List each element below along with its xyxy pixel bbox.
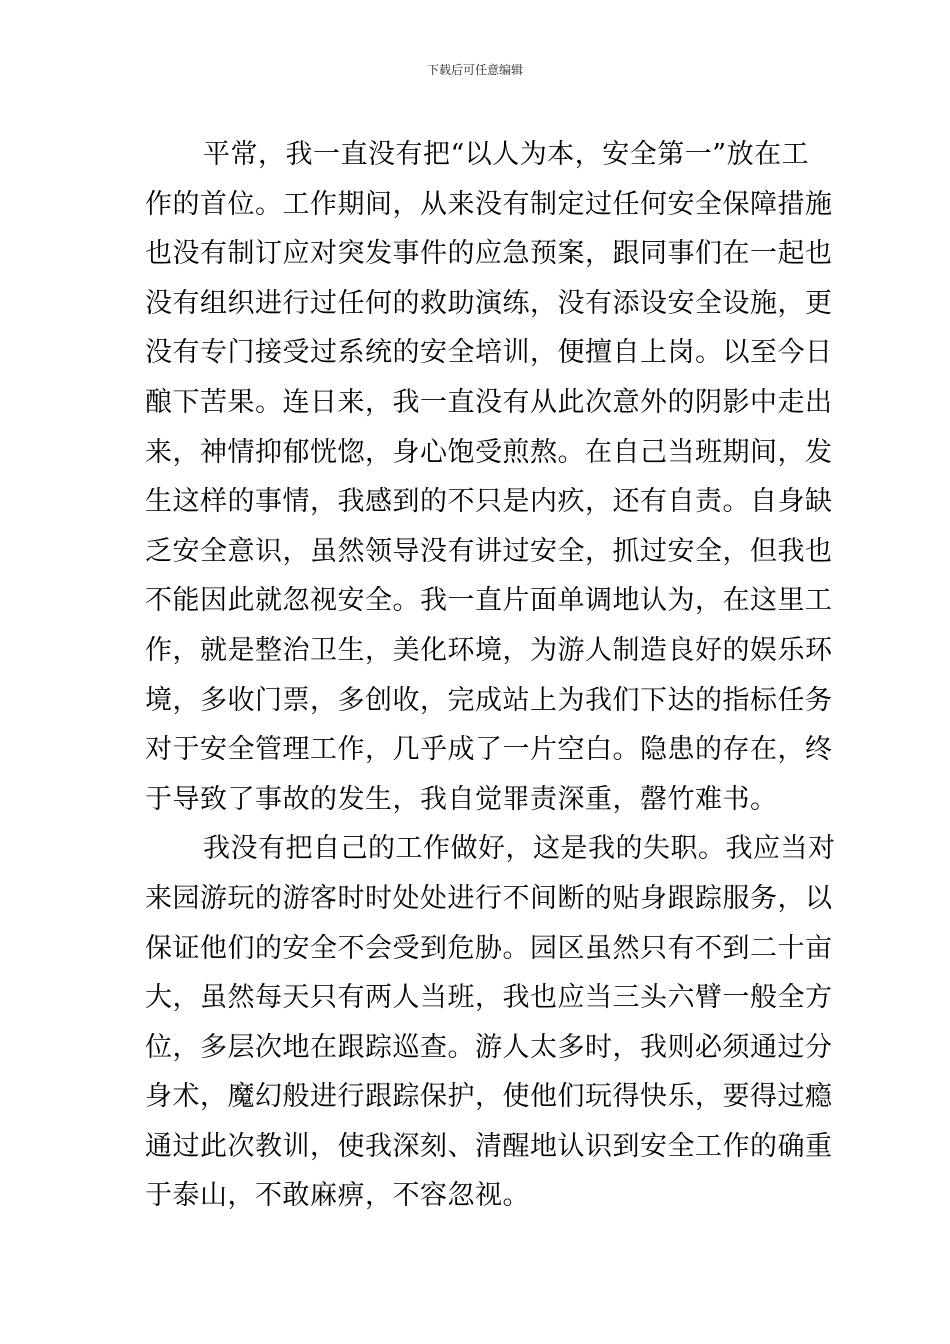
text-line: 于泰山，不敢麻痹，不容忽视。	[145, 1180, 530, 1212]
text-line: 不能因此就忽视安全。我一直片面单调地认为，在这里工	[145, 585, 833, 617]
text-line: 作的首位。工作期间，从来没有制定过任何安全保障措施	[145, 188, 833, 220]
text-line: 没有专门接受过系统的安全培训，便擅自上岗。以至今日	[145, 337, 833, 369]
text-line: 平常，我一直没有把“以人为本，安全第一”放在工	[203, 139, 810, 170]
text-line: 生这样的事情，我感到的不只是内疚，还有自责。自身缺	[145, 486, 833, 518]
text-line: 大，虽然每天只有两人当班，我也应当三头六臂一般全方	[145, 982, 833, 1014]
text-line: 于导致了事故的发生，我自觉罪责深重，罄竹难书。	[145, 783, 778, 815]
text-line: 身术，魔幻般进行跟踪保护，使他们玩得快乐，要得过瘾	[145, 1081, 833, 1113]
text-line: 作，就是整治卫生，美化环境，为游人制造良好的娱乐环	[145, 634, 833, 666]
text-line: 来园游玩的游客时时处处进行不间断的贴身跟踪服务，以	[145, 882, 833, 914]
text-line: 来，神情抑郁恍惚，身心饱受煎熬。在自己当班期间，发	[145, 436, 833, 468]
paragraph-2	[145, 824, 836, 1221]
text-line: 保证他们的安全不会受到危胁。园区虽然只有不到二十亩	[145, 932, 833, 964]
text-line: 乏安全意识，虽然领导没有讲过安全，抓过安全，但我也	[145, 535, 833, 567]
paragraph-1	[145, 130, 833, 824]
text-line: 也没有制订应对突发事件的应急预案，跟同事们在一起也	[145, 238, 833, 270]
text-line: 通过此次教训，使我深刻、清醒地认识到安全工作的确重	[145, 1130, 833, 1162]
document-body	[145, 130, 836, 1221]
text-line: 酿下苦果。连日来，我一直没有从此次意外的阴影中走出	[145, 386, 833, 418]
text-line: 境，多收门票，多创收，完成站上为我们下达的指标任务	[145, 684, 833, 716]
page-header: 下载后可任意编辑	[426, 63, 523, 77]
text-line: 位，多层次地在跟踪巡查。游人太多时，我则必须通过分	[145, 1031, 833, 1063]
text-line: 没有组织进行过任何的救助演练，没有添设安全设施，更	[145, 287, 833, 319]
text-line: 我没有把自己的工作做好，这是我的失职。我应当对	[203, 833, 836, 865]
text-line: 对于安全管理工作，几乎成了一片空白。隐患的存在，终	[145, 734, 833, 766]
